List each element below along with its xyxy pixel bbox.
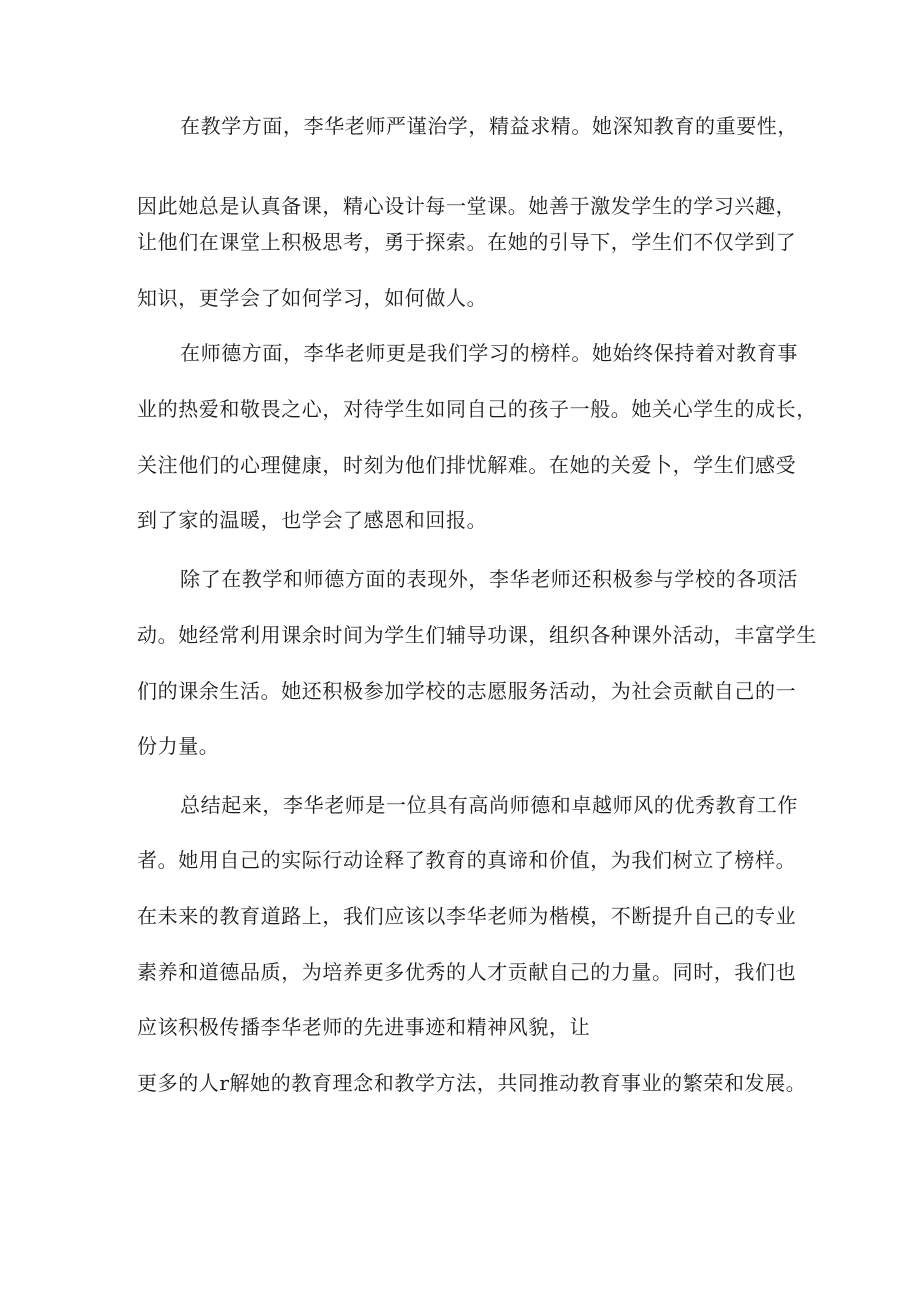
paragraph-3-line-4: 份力量。: [137, 734, 220, 758]
paragraph-2-line-3: 关注他们的心理健康，时刻为他们排忧解难。在她的关爱卜，学生们感受: [137, 453, 797, 477]
paragraph-1-line-2: 因此她总是认真备课，精心设计每一堂课。她善于激发学生的学习兴趣，: [137, 194, 797, 218]
paragraph-4-line-4: 素养和道德品质，为培养更多优秀的人才贡献自己的力量。同时，我们也: [137, 960, 797, 984]
paragraph-1-line-3: 让他们在课堂上积极思考，勇于探索。在她的引导下，学生们不仅学到了: [137, 230, 797, 254]
paragraph-4-line-3: 在未来的教育道路上，我们应该以李华老师为楷模，不断提升自己的专业: [137, 904, 797, 928]
paragraph-3-line-3: 们的课余生活。她还积极参加学校的志愿服务活动，为社会贡献自己的一: [137, 679, 797, 703]
paragraph-3-line-1: 除了在教学和师德方面的表现外，李华老师还积极参与学校的各项活: [180, 567, 798, 591]
paragraph-4-line-6: 更多的人r解她的教育理念和教学方法，共同推动教育事业的繁荣和发展。: [137, 1071, 807, 1095]
paragraph-1-line-4: 知识，更学会了如何学习，如何做人。: [137, 286, 488, 310]
paragraph-2-line-2: 业的热爱和敬畏之心，对待学生如同自己的孩子一般。她关心学生的成长，: [137, 397, 817, 421]
paragraph-3-line-2: 动。她经常利用课余时间为学生们辅导功课，组织各种课外活动，丰富学生: [137, 623, 817, 647]
paragraph-2-line-1: 在师德方面，李华老师更是我们学习的榜样。她始终保持着对教育事: [180, 341, 798, 365]
paragraph-2-line-4: 到了家的温暖，也学会了感恩和回报。: [137, 508, 488, 532]
paragraph-4-line-2: 者。她用自己的实际行动诠释了教育的真谛和价值，为我们树立了榜样。: [137, 848, 797, 872]
paragraph-4-line-1: 总结起来，李华老师是一位具有高尚师德和卓越师风的优秀教育工作: [180, 793, 798, 817]
paragraph-4-line-5: 应该积极传播李华老师的先进事迹和精神风貌，让: [137, 1015, 591, 1039]
paragraph-1-line-1: 在教学方面，李华老师严谨治学，精益求精。她深知教育的重要性，: [180, 114, 798, 138]
